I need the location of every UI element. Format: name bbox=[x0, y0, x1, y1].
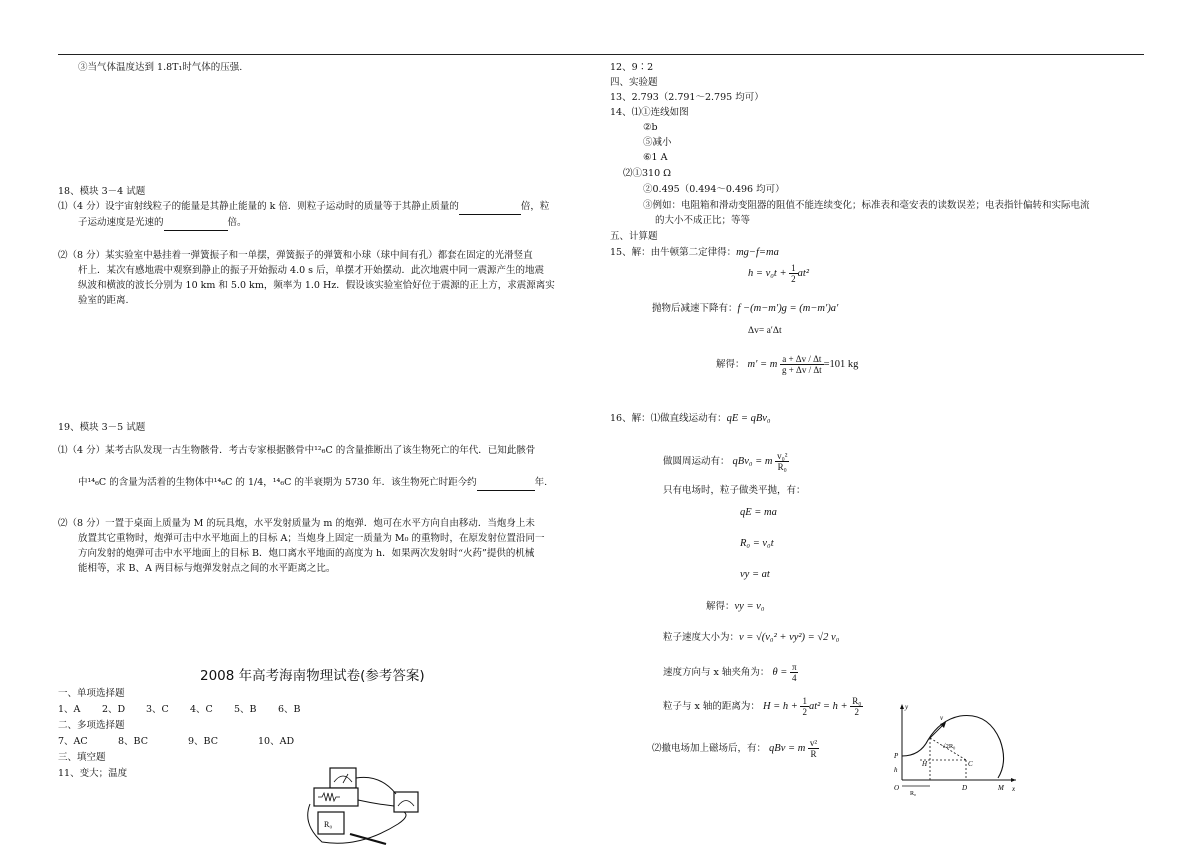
q16-eq10 bbox=[769, 738, 819, 759]
battery bbox=[350, 834, 386, 844]
q19-header: 19、模块 3－5 试题 bbox=[58, 422, 146, 433]
q14-sub: ⑤减小 bbox=[643, 137, 672, 148]
answer-item: 7、AC bbox=[58, 736, 88, 747]
q19-2-line: 放置其它重物时，炮弹可击中水平地面上的目标 A；当炮身上固定一质量为 M₀ 的重物时，在原发射位置沿同一 bbox=[78, 533, 545, 544]
h-label: h bbox=[894, 766, 898, 774]
q19-1-line1: ⑴（4 分）某考古队发现一古生物骸骨．考古专家根据骸骨中¹²₆C 的含量推断出了该生物死亡的年代．已知此骸骨 bbox=[58, 445, 536, 456]
q18-1-line1 bbox=[58, 200, 549, 215]
section-heading: 五、计算题 bbox=[610, 231, 658, 242]
numerator: v² bbox=[809, 738, 818, 748]
q19-1-text: 中¹⁴₆C 的含量为活着的生物体中¹⁴₆C 的 1/4，¹⁴₆C 的半衰期为 5730 年．该生物死亡时距今约 bbox=[78, 477, 477, 488]
q15-eq2 bbox=[748, 263, 809, 284]
m-label: M bbox=[998, 784, 1004, 792]
numerator: 1 bbox=[802, 696, 807, 706]
q18-2-line: 杆上．某次有感地震中观察到静止的振子开始振动 4.0 s 后，单摆才开始摆动．此次地震中同一震源产生的地震 bbox=[78, 265, 545, 276]
meter-1 bbox=[330, 768, 356, 788]
denominator: 4 bbox=[791, 673, 797, 683]
fraction bbox=[775, 451, 789, 472]
q16-step6 bbox=[706, 600, 764, 614]
q16-step7 bbox=[663, 631, 839, 645]
numerator: v₀² bbox=[777, 451, 788, 461]
q16-step10-text: ⑵撤电场加上磁场后，有： bbox=[652, 742, 767, 754]
q16-eq5: vy = at bbox=[740, 569, 770, 580]
wire bbox=[356, 777, 396, 794]
q15-eq4: Δv= a′Δt bbox=[748, 326, 782, 336]
section-heading: 三、填空题 bbox=[58, 752, 106, 763]
numerator: a + Δv / Δt bbox=[780, 354, 824, 365]
q16-eq3: qE = ma bbox=[740, 507, 777, 518]
answer-blank[interactable] bbox=[164, 216, 228, 231]
fraction bbox=[850, 696, 863, 717]
q15-step5-text: 解得： bbox=[716, 358, 745, 370]
answer-item: 3、C bbox=[146, 704, 169, 715]
q14-sub: ③例如：电阻箱和滑动变阻器的阻值不能连续变化；标准表和毫安表的读数误差；电表指针偏转和实际电流 bbox=[643, 200, 1090, 211]
q15-eq5 bbox=[747, 354, 859, 375]
q16-step9 bbox=[663, 696, 863, 717]
eq-part: m′ = m bbox=[747, 358, 778, 370]
radius-label: √2R₀ bbox=[942, 743, 956, 750]
r0-dim-label: R₀ bbox=[910, 791, 917, 797]
q16-eq8 bbox=[772, 662, 798, 683]
q18-2-paragraph bbox=[58, 248, 555, 308]
q15-step3-text: 抛物后减速下降有： bbox=[652, 303, 738, 314]
answer-item: 2、D bbox=[102, 704, 126, 715]
answer-item: 5、B bbox=[234, 704, 257, 715]
c-label: C bbox=[968, 760, 973, 768]
denominator: R₀ bbox=[777, 462, 787, 472]
q16-step2 bbox=[663, 451, 789, 472]
top-rule bbox=[58, 54, 1144, 55]
q16-step2-text: 做圆周运动有： bbox=[663, 455, 730, 467]
q16-eq9 bbox=[762, 696, 863, 717]
q15-intro-text: 15、解：由牛顿第二定律得： bbox=[610, 247, 737, 258]
numerator: π bbox=[791, 662, 797, 672]
numerator: R₀ bbox=[852, 696, 862, 706]
answer-item: 10、AD bbox=[258, 736, 295, 747]
x-axis-label: x bbox=[1012, 785, 1016, 793]
answer-item: 8、BC bbox=[118, 736, 148, 747]
q15-step5 bbox=[716, 354, 858, 375]
origin-label: O bbox=[894, 784, 900, 792]
q15-intro bbox=[610, 246, 779, 260]
H-label: H bbox=[922, 760, 928, 768]
q15-eq1: mg−f=ma bbox=[736, 247, 779, 258]
q16-eq1: qE = qBv₀ bbox=[726, 413, 771, 424]
q15-eq3: f −(m−m′)g = (m−m′)a′ bbox=[737, 303, 839, 314]
q18-header: 18、模块 3－4 试题 bbox=[58, 186, 146, 197]
x-arrow-icon bbox=[1011, 778, 1016, 782]
eq-part: =101 kg bbox=[823, 358, 859, 370]
q16-eq7: v = √(v₀² + vy²) = √2 v₀ bbox=[739, 632, 840, 643]
q15-step3 bbox=[652, 302, 838, 316]
q19-1-line2 bbox=[78, 476, 547, 491]
y-axis-label: y bbox=[905, 703, 909, 711]
q16-step8 bbox=[663, 662, 798, 683]
section-heading: 四、实验题 bbox=[610, 77, 658, 88]
q17-part3: ③当气体温度达到 1.8T₁时气体的压强. bbox=[78, 62, 243, 73]
q18-1-line2 bbox=[78, 216, 247, 231]
p-label: P bbox=[894, 752, 899, 760]
q14-sub: ⑥1 A bbox=[643, 152, 668, 163]
q16-step6-text: 解得： bbox=[706, 601, 735, 612]
q18-1-text-d: 倍。 bbox=[227, 217, 247, 228]
denominator: 2 bbox=[854, 707, 860, 717]
answer-title: 2008 年高考海南物理试卷(参考答案) bbox=[200, 668, 425, 684]
q16-step7-text: 粒子速度大小为： bbox=[663, 632, 740, 643]
fraction bbox=[800, 696, 809, 717]
q18-1-text-b: 倍，粒 bbox=[520, 201, 550, 212]
wire bbox=[358, 800, 394, 806]
q16-step3: 只有电场时，粒子做类平抛，有： bbox=[663, 485, 806, 496]
q16-eq2 bbox=[732, 451, 790, 472]
q19-2-line: 方向发射的炮弹可击中水平地面上的目标 B．炮口离水平地面的高度为 h．如果两次发射时“火药”提供的机械 bbox=[78, 548, 535, 559]
y-arrow-icon bbox=[900, 704, 904, 709]
q16-eq4: R₀ = v₀t bbox=[740, 538, 774, 549]
section-heading: 一、单项选择题 bbox=[58, 688, 125, 699]
q14-sub: 的大小不成正比；等等 bbox=[655, 215, 751, 226]
q16-step10 bbox=[652, 738, 819, 759]
q11-answer: 11、变大；温度 bbox=[58, 768, 128, 779]
v-label: v bbox=[940, 714, 944, 722]
q14-sub: ②0.495（0.494～0.496 均可） bbox=[643, 184, 785, 195]
eq-part: qBv₀ = m bbox=[732, 455, 773, 467]
denominator: g + Δv / Δt bbox=[781, 365, 822, 375]
q19-2-line: 能相等，求 B、A 两目标与炮弹发射点之间的水平距离之比。 bbox=[78, 563, 336, 574]
eq-part: at² = h + bbox=[808, 700, 848, 712]
meter-2 bbox=[394, 792, 418, 812]
denominator: 2 bbox=[802, 707, 807, 717]
eq-part: H = h + bbox=[762, 700, 798, 712]
d-label: D bbox=[962, 784, 968, 792]
q13-answer: 13、2.793（2.791～2.795 均可） bbox=[610, 92, 764, 103]
q12-answer: 12、9∶2 bbox=[610, 62, 654, 73]
multi-choice-answers bbox=[58, 735, 318, 749]
fraction bbox=[790, 662, 799, 683]
q18-2-line: ⑵（8 分）某实验室中悬挂着一弹簧振子和一单摆，弹簧振子的弹簧和小球（球中间有孔）都套在固定的光滑竖直 bbox=[58, 250, 533, 261]
answer-item: 1、A bbox=[58, 704, 81, 715]
q16-intro bbox=[610, 412, 771, 426]
eq-part: qBv = m bbox=[769, 742, 806, 754]
velocity-vector bbox=[930, 724, 944, 738]
answer-item: 4、C bbox=[190, 704, 213, 715]
circuit-diagram bbox=[300, 764, 430, 848]
answer-blank[interactable] bbox=[477, 476, 535, 491]
section-heading: 二、多项选择题 bbox=[58, 720, 125, 731]
eq-part: h = v₀t + bbox=[748, 267, 787, 279]
answer-item: 9、BC bbox=[188, 736, 218, 747]
q16-step8-text: 速度方向与 x 轴夹角为： bbox=[663, 666, 770, 678]
denominator: R bbox=[810, 749, 817, 759]
trajectory-figure bbox=[880, 700, 1022, 798]
q16-step9-text: 粒子与 x 轴的距离为： bbox=[663, 700, 760, 712]
fraction bbox=[780, 354, 824, 375]
fraction bbox=[789, 263, 798, 284]
single-choice-answers bbox=[58, 703, 322, 717]
r0-label: R₀ bbox=[324, 820, 333, 829]
numerator: 1 bbox=[791, 263, 796, 273]
q19-2-line: ⑵（8 分）一置于桌面上质量为 M 的玩具炮，水平发射质量为 m 的炮弹．炮可在水平方向自由移动．当炮身上未 bbox=[58, 518, 535, 529]
answer-blank[interactable] bbox=[459, 200, 521, 215]
denominator: 2 bbox=[791, 274, 796, 284]
q16-eq6: vy = v₀ bbox=[734, 601, 765, 612]
q18-1-text-a: ⑴（4 分）设宇宙射线粒子的能量是其静止能量的 k 倍．则粒子运动时的质量等于其静止质量的 bbox=[58, 201, 459, 212]
eq-part: θ = bbox=[772, 666, 788, 678]
q14-part1: 14、⑴①连线如图 bbox=[610, 107, 689, 118]
q18-2-line: 验室的距离. bbox=[78, 295, 129, 306]
q14-part2: ⑵①310 Ω bbox=[623, 168, 672, 179]
fraction bbox=[808, 738, 819, 759]
q19-1-text-b: 年. bbox=[534, 477, 548, 488]
answer-item: 6、B bbox=[278, 704, 301, 715]
q18-1-text-c: 子运动速度是光速的 bbox=[78, 217, 164, 228]
q14-sub: ②b bbox=[643, 122, 658, 133]
q18-2-line: 纵波和横波的波长分别为 10 km 和 5.0 km，频率为 1.0 Hz．假设该实验室恰好位于震源的正上方，求震源离实 bbox=[78, 280, 555, 291]
q16-intro-text: 16、解：⑴做直线运动有： bbox=[610, 413, 727, 424]
eq-part: at² bbox=[797, 267, 809, 279]
q19-2-paragraph bbox=[58, 516, 544, 576]
